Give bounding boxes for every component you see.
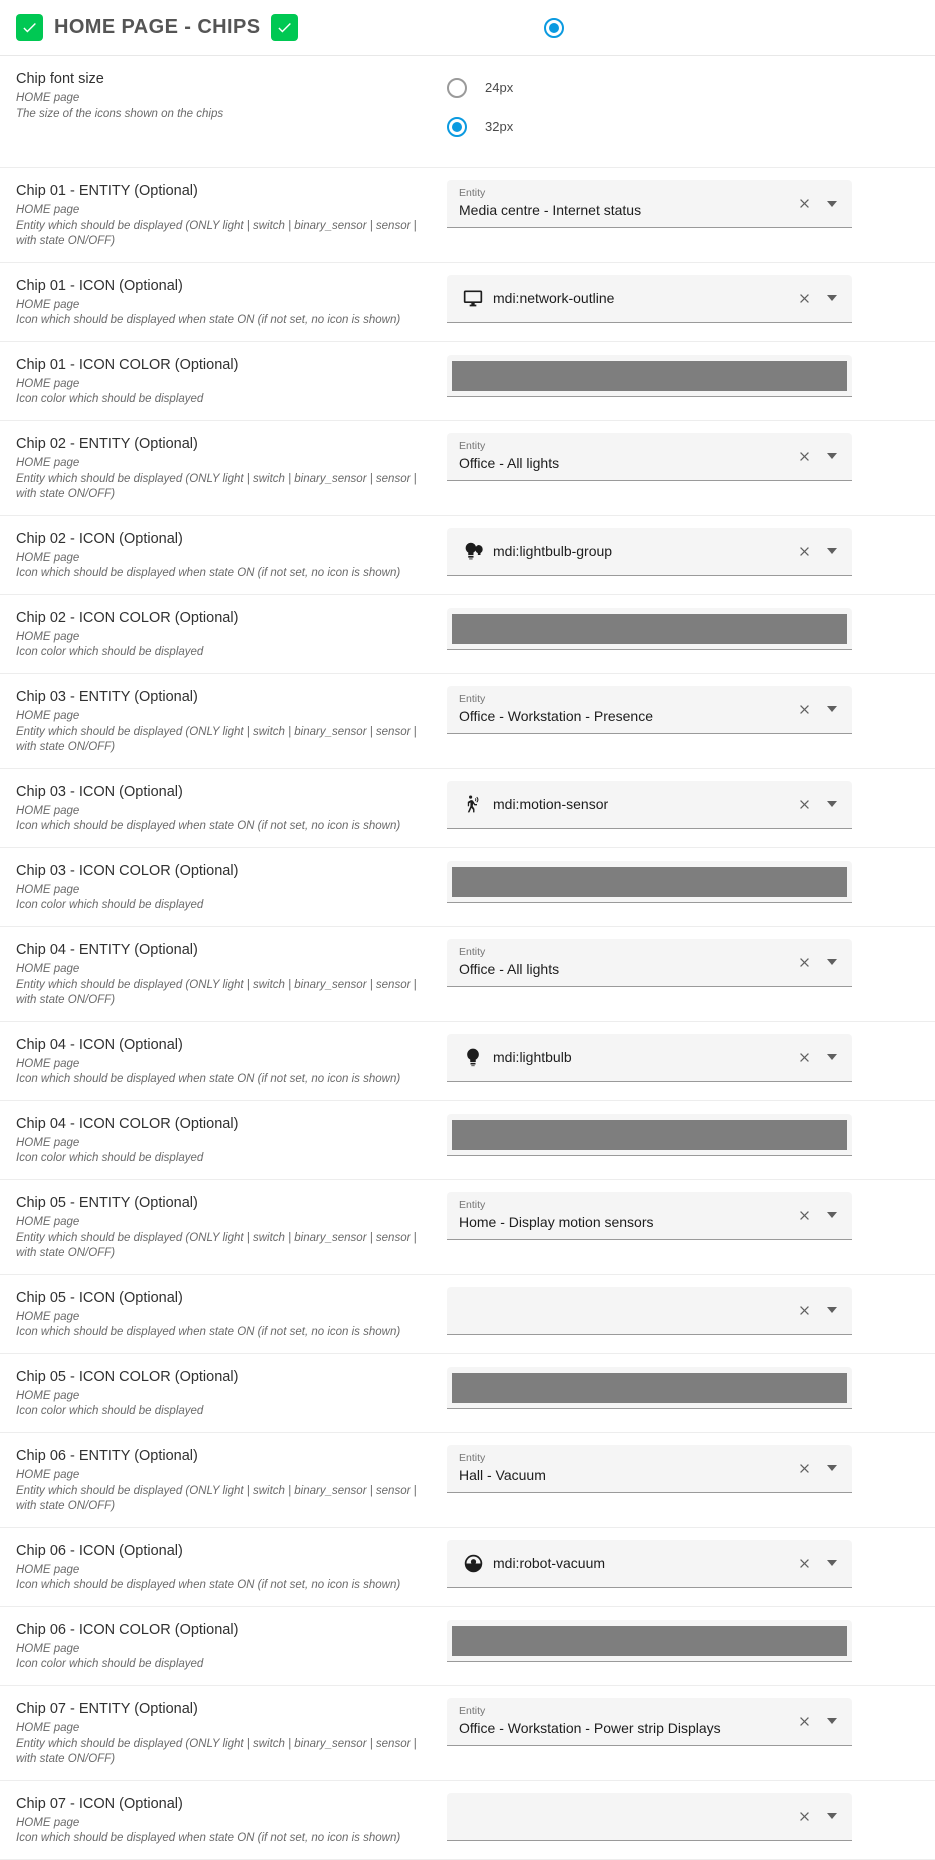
row-color <box>0 595 935 674</box>
row-entity <box>0 168 935 263</box>
header-checkbox-right[interactable] <box>271 14 298 41</box>
entity-combobox[interactable] <box>447 1445 852 1493</box>
row-control-block <box>431 1793 919 1841</box>
field-label: Entity <box>459 1706 486 1718</box>
font-size-option-32[interactable] <box>447 107 919 146</box>
clear-icon[interactable] <box>790 1549 818 1577</box>
chevron-down-icon[interactable] <box>818 190 846 218</box>
setting-page: HOME page <box>16 377 80 390</box>
row-label-block <box>16 1113 431 1167</box>
setting-description: Icon color which should be displayed <box>16 1405 204 1418</box>
entity-combobox[interactable] <box>447 180 852 228</box>
row-control-block <box>431 607 919 651</box>
lightbulb-group-icon <box>459 541 487 562</box>
radio-24px-label: 24px <box>485 80 514 95</box>
row-label-block <box>16 275 431 329</box>
chevron-down-icon[interactable] <box>818 1707 846 1735</box>
row-control-block <box>431 1445 919 1493</box>
setting-label: Chip 04 - ENTITY (Optional) <box>16 941 198 958</box>
setting-description: Icon which should be displayed when state ON (if not set, no icon is shown) <box>16 314 401 327</box>
color-picker-field[interactable] <box>447 1620 852 1662</box>
setting-description: Entity which should be displayed (ONLY light | switch | binary_sensor | sensor | with state ON/OFF) <box>16 1737 417 1766</box>
setting-label: Chip 04 - ICON (Optional) <box>16 1036 183 1053</box>
row-label-block <box>16 180 431 250</box>
row-control-block <box>431 686 919 734</box>
row-label-block <box>16 1366 431 1420</box>
row-entity <box>0 927 935 1022</box>
setting-label: Chip 01 - ICON COLOR (Optional) <box>16 356 239 373</box>
setting-description: Entity which should be displayed (ONLY light | switch | binary_sensor | sensor | with state ON/OFF) <box>16 1484 417 1513</box>
field-texts <box>459 947 790 977</box>
setting-label: Chip 01 - ENTITY (Optional) <box>16 183 198 199</box>
icon-combobox[interactable] <box>447 275 852 323</box>
clear-icon[interactable] <box>790 695 818 723</box>
field-label: Entity <box>459 188 486 200</box>
settings-rows <box>0 168 935 1860</box>
setting-label: Chip 05 - ICON (Optional) <box>16 1289 183 1306</box>
chevron-down-icon[interactable] <box>818 790 846 818</box>
setting-page: HOME page <box>16 1136 80 1149</box>
setting-description: Entity which should be displayed (ONLY light | switch | binary_sensor | sensor | with state ON/OFF) <box>16 1231 417 1260</box>
row-icon <box>0 1275 935 1354</box>
setting-page: HOME page <box>16 1469 80 1482</box>
chevron-down-icon[interactable] <box>818 442 846 470</box>
row-control-block <box>431 1034 919 1082</box>
setting-description: Icon color which should be displayed <box>16 899 204 912</box>
color-picker-field[interactable] <box>447 608 852 650</box>
setting-page: HOME page <box>16 1057 80 1070</box>
setting-page: HOME page <box>16 551 80 564</box>
row-control-block <box>431 528 919 576</box>
radio-32px[interactable] <box>447 117 467 137</box>
color-swatch[interactable] <box>452 614 847 644</box>
field-value[interactable]: Office - Workstation - Power strip Displays <box>459 1719 721 1736</box>
setting-description: Icon which should be displayed when state ON (if not set, no icon is shown) <box>16 820 401 833</box>
chevron-down-icon[interactable] <box>818 948 846 976</box>
setting-description: Entity which should be displayed (ONLY light | switch | binary_sensor | sensor | with state ON/OFF) <box>16 219 417 248</box>
field-value[interactable]: Hall - Vacuum <box>459 1466 546 1483</box>
field-texts <box>459 694 790 724</box>
color-picker-field[interactable] <box>447 1114 852 1156</box>
row-control-block <box>431 1698 919 1746</box>
setting-description: Icon which should be displayed when state ON (if not set, no icon is shown) <box>16 567 401 580</box>
row-control-block <box>431 860 919 904</box>
field-texts <box>459 441 790 471</box>
chevron-down-icon[interactable] <box>818 1549 846 1577</box>
clear-icon[interactable] <box>790 190 818 218</box>
field-texts <box>459 188 790 218</box>
row-entity <box>0 1180 935 1275</box>
row-color <box>0 1354 935 1433</box>
row-control-block <box>431 433 919 481</box>
setting-page: HOME page <box>16 1816 80 1829</box>
row-control-block <box>431 1619 919 1663</box>
setting-description: Icon which should be displayed when state ON (if not set, no icon is shown) <box>16 1073 401 1086</box>
header-radio-wrap <box>544 18 564 38</box>
setting-description: Icon color which should be displayed <box>16 1152 204 1165</box>
color-swatch[interactable] <box>452 1626 847 1656</box>
row-control-block <box>431 1540 919 1588</box>
row-label-block <box>16 1445 431 1515</box>
color-picker-field[interactable] <box>447 355 852 397</box>
setting-page: HOME page <box>16 804 80 817</box>
row-icon <box>0 769 935 848</box>
chevron-down-icon[interactable] <box>818 695 846 723</box>
field-label: Entity <box>459 1453 486 1465</box>
clear-icon[interactable] <box>790 790 818 818</box>
setting-label: Chip 06 - ICON COLOR (Optional) <box>16 1621 239 1638</box>
entity-combobox[interactable] <box>447 433 852 481</box>
field-value[interactable]: Office - Workstation - Presence <box>459 707 653 724</box>
row-label-block <box>16 607 431 661</box>
setting-page: HOME page <box>16 1722 80 1735</box>
lightbulb-icon <box>459 1047 487 1067</box>
color-swatch[interactable] <box>452 361 847 391</box>
setting-label: Chip 05 - ENTITY (Optional) <box>16 1194 198 1211</box>
field-texts <box>493 543 790 560</box>
row-icon <box>0 1022 935 1101</box>
row-label-block <box>16 1698 431 1768</box>
row-control-block <box>431 180 919 228</box>
setting-description: Icon color which should be displayed <box>16 1658 204 1671</box>
field-value[interactable]: mdi:network-outline <box>493 289 615 306</box>
row-control-block <box>431 781 919 829</box>
color-picker-field[interactable] <box>447 1367 852 1409</box>
setting-label: Chip 02 - ENTITY (Optional) <box>16 435 198 452</box>
setting-page: HOME page <box>16 963 80 976</box>
field-texts <box>493 1049 790 1066</box>
setting-description: Entity which should be displayed (ONLY light | switch | binary_sensor | sensor | with state ON/OFF) <box>16 978 417 1007</box>
icon-combobox[interactable] <box>447 1287 852 1335</box>
setting-label: Chip 02 - ICON COLOR (Optional) <box>16 609 239 626</box>
clear-icon[interactable] <box>790 284 818 312</box>
row-label-block <box>16 1619 431 1673</box>
row-control-block <box>431 1287 919 1335</box>
row-label-block <box>16 354 431 408</box>
color-swatch[interactable] <box>452 1120 847 1150</box>
field-value[interactable]: Home - Display motion sensors <box>459 1213 654 1230</box>
row-color <box>0 1101 935 1180</box>
chevron-down-icon[interactable] <box>818 1802 846 1830</box>
setting-page: HOME page <box>16 710 80 723</box>
chevron-down-icon[interactable] <box>818 1201 846 1229</box>
row-entity <box>0 421 935 516</box>
header-radio[interactable] <box>544 18 564 38</box>
field-label: Entity <box>459 694 486 706</box>
row-chip-font-size <box>0 56 935 168</box>
row-icon <box>0 1528 935 1607</box>
entity-combobox[interactable] <box>447 1698 852 1746</box>
row-control-block <box>431 1113 919 1157</box>
field-value[interactable]: Office - All lights <box>459 960 560 977</box>
clear-icon[interactable] <box>790 1454 818 1482</box>
setting-description: Icon which should be displayed when state ON (if not set, no icon is shown) <box>16 1326 401 1339</box>
setting-label: Chip 01 - ICON (Optional) <box>16 277 183 294</box>
row-label-block <box>16 1287 431 1341</box>
setting-label: Chip 04 - ICON COLOR (Optional) <box>16 1115 239 1132</box>
icon-combobox[interactable] <box>447 1793 852 1841</box>
setting-description: Icon color which should be displayed <box>16 646 204 659</box>
page-title: HOME PAGE - CHIPS <box>54 16 261 38</box>
row-color <box>0 1607 935 1686</box>
row-entity <box>0 1433 935 1528</box>
setting-label: Chip 06 - ENTITY (Optional) <box>16 1447 198 1464</box>
row-control-block <box>431 354 919 398</box>
row-label-block <box>16 433 431 503</box>
setting-description: Entity which should be displayed (ONLY light | switch | binary_sensor | sensor | with state ON/OFF) <box>16 472 417 501</box>
radio-24px[interactable] <box>447 78 467 98</box>
setting-label: Chip font size <box>16 71 104 87</box>
clear-icon[interactable] <box>790 1802 818 1830</box>
row-entity <box>0 674 935 769</box>
chevron-down-icon[interactable] <box>818 284 846 312</box>
icon-combobox[interactable] <box>447 1034 852 1082</box>
field-texts <box>459 1706 790 1736</box>
clear-icon[interactable] <box>790 442 818 470</box>
row-entity <box>0 1686 935 1781</box>
row-icon <box>0 263 935 342</box>
entity-combobox[interactable] <box>447 686 852 734</box>
entity-combobox[interactable] <box>447 1192 852 1240</box>
field-value[interactable]: Office - All lights <box>459 454 560 471</box>
setting-page: HOME page <box>16 92 80 105</box>
row-color <box>0 848 935 927</box>
setting-page: HOME page <box>16 630 80 643</box>
setting-page: HOME page <box>16 298 80 311</box>
setting-page: HOME page <box>16 883 80 896</box>
setting-page: HOME page <box>16 1310 80 1323</box>
header-checkbox-left[interactable] <box>16 14 43 41</box>
row-label-block <box>16 1192 431 1262</box>
row-control-block <box>431 1192 919 1240</box>
color-picker-field[interactable] <box>447 861 852 903</box>
icon-combobox[interactable] <box>447 781 852 829</box>
setting-label: Chip 05 - ICON COLOR (Optional) <box>16 1368 239 1385</box>
field-label: Entity <box>459 947 486 959</box>
field-value[interactable]: Media centre - Internet status <box>459 201 642 218</box>
setting-label: Chip 03 - ICON COLOR (Optional) <box>16 862 239 879</box>
setting-description: Icon which should be displayed when state ON (if not set, no icon is shown) <box>16 1579 401 1592</box>
monitor-icon <box>459 288 487 308</box>
radio-32px-label: 32px <box>485 119 514 134</box>
row-label-block <box>16 528 431 582</box>
row-control-block <box>431 1366 919 1410</box>
setting-page: HOME page <box>16 204 80 217</box>
motion-sensor-icon <box>459 794 487 815</box>
field-texts <box>493 1555 790 1572</box>
field-label: Entity <box>459 1200 486 1212</box>
setting-description: The size of the icons shown on the chips <box>16 107 224 120</box>
clear-icon[interactable] <box>790 537 818 565</box>
row-label-block <box>16 1793 431 1847</box>
icon-combobox[interactable] <box>447 1540 852 1588</box>
setting-page: HOME page <box>16 1563 80 1576</box>
field-label: Entity <box>459 441 486 453</box>
setting-label: Chip 03 - ICON (Optional) <box>16 783 183 800</box>
clear-icon[interactable] <box>790 1296 818 1324</box>
clear-icon[interactable] <box>790 1043 818 1071</box>
field-texts <box>493 290 790 307</box>
font-size-option-24[interactable] <box>447 68 919 107</box>
row-label-block <box>16 1540 431 1594</box>
row-icon <box>0 1781 935 1860</box>
color-swatch[interactable] <box>452 867 847 897</box>
setting-label: Chip 03 - ENTITY (Optional) <box>16 688 198 705</box>
setting-label: Chip 07 - ICON (Optional) <box>16 1795 183 1812</box>
robot-vacuum-icon <box>459 1553 487 1574</box>
setting-page: HOME page <box>16 1642 80 1655</box>
setting-label: Chip 06 - ICON (Optional) <box>16 1542 183 1559</box>
setting-page: HOME page <box>16 457 80 470</box>
color-swatch[interactable] <box>452 1373 847 1403</box>
setting-page: HOME page <box>16 1216 80 1229</box>
chevron-down-icon[interactable] <box>818 1454 846 1482</box>
chevron-down-icon[interactable] <box>818 1043 846 1071</box>
field-value[interactable]: mdi:motion-sensor <box>493 795 609 812</box>
row-icon <box>0 516 935 595</box>
setting-description: Entity which should be displayed (ONLY light | switch | binary_sensor | sensor | with state ON/OFF) <box>16 725 417 754</box>
page-header <box>0 0 935 56</box>
field-texts <box>459 1453 790 1483</box>
icon-combobox[interactable] <box>447 528 852 576</box>
row-label-block <box>16 686 431 756</box>
row-label-block <box>16 860 431 914</box>
field-value[interactable]: mdi:lightbulb <box>493 1048 572 1065</box>
setting-description: Icon color which should be displayed <box>16 393 204 406</box>
entity-combobox[interactable] <box>447 939 852 987</box>
clear-icon[interactable] <box>790 1707 818 1735</box>
setting-page: HOME page <box>16 1389 80 1402</box>
row-control-block <box>431 939 919 987</box>
field-texts <box>459 1200 790 1230</box>
setting-label: Chip 02 - ICON (Optional) <box>16 530 183 547</box>
row-color <box>0 342 935 421</box>
clear-icon[interactable] <box>790 1201 818 1229</box>
field-texts <box>493 796 790 813</box>
setting-label: Chip 07 - ENTITY (Optional) <box>16 1700 198 1717</box>
row-label-block <box>16 939 431 1009</box>
field-value[interactable]: mdi:robot-vacuum <box>493 1554 606 1571</box>
chevron-down-icon[interactable] <box>818 537 846 565</box>
row-label-block <box>16 1034 431 1088</box>
clear-icon[interactable] <box>790 948 818 976</box>
row-control-block <box>431 275 919 323</box>
font-size-options <box>431 68 919 146</box>
row-label-block <box>16 781 431 835</box>
row-label-block <box>16 68 431 122</box>
setting-description: Icon which should be displayed when state ON (if not set, no icon is shown) <box>16 1832 401 1845</box>
chevron-down-icon[interactable] <box>818 1296 846 1324</box>
field-value[interactable]: mdi:lightbulb-group <box>493 542 613 559</box>
